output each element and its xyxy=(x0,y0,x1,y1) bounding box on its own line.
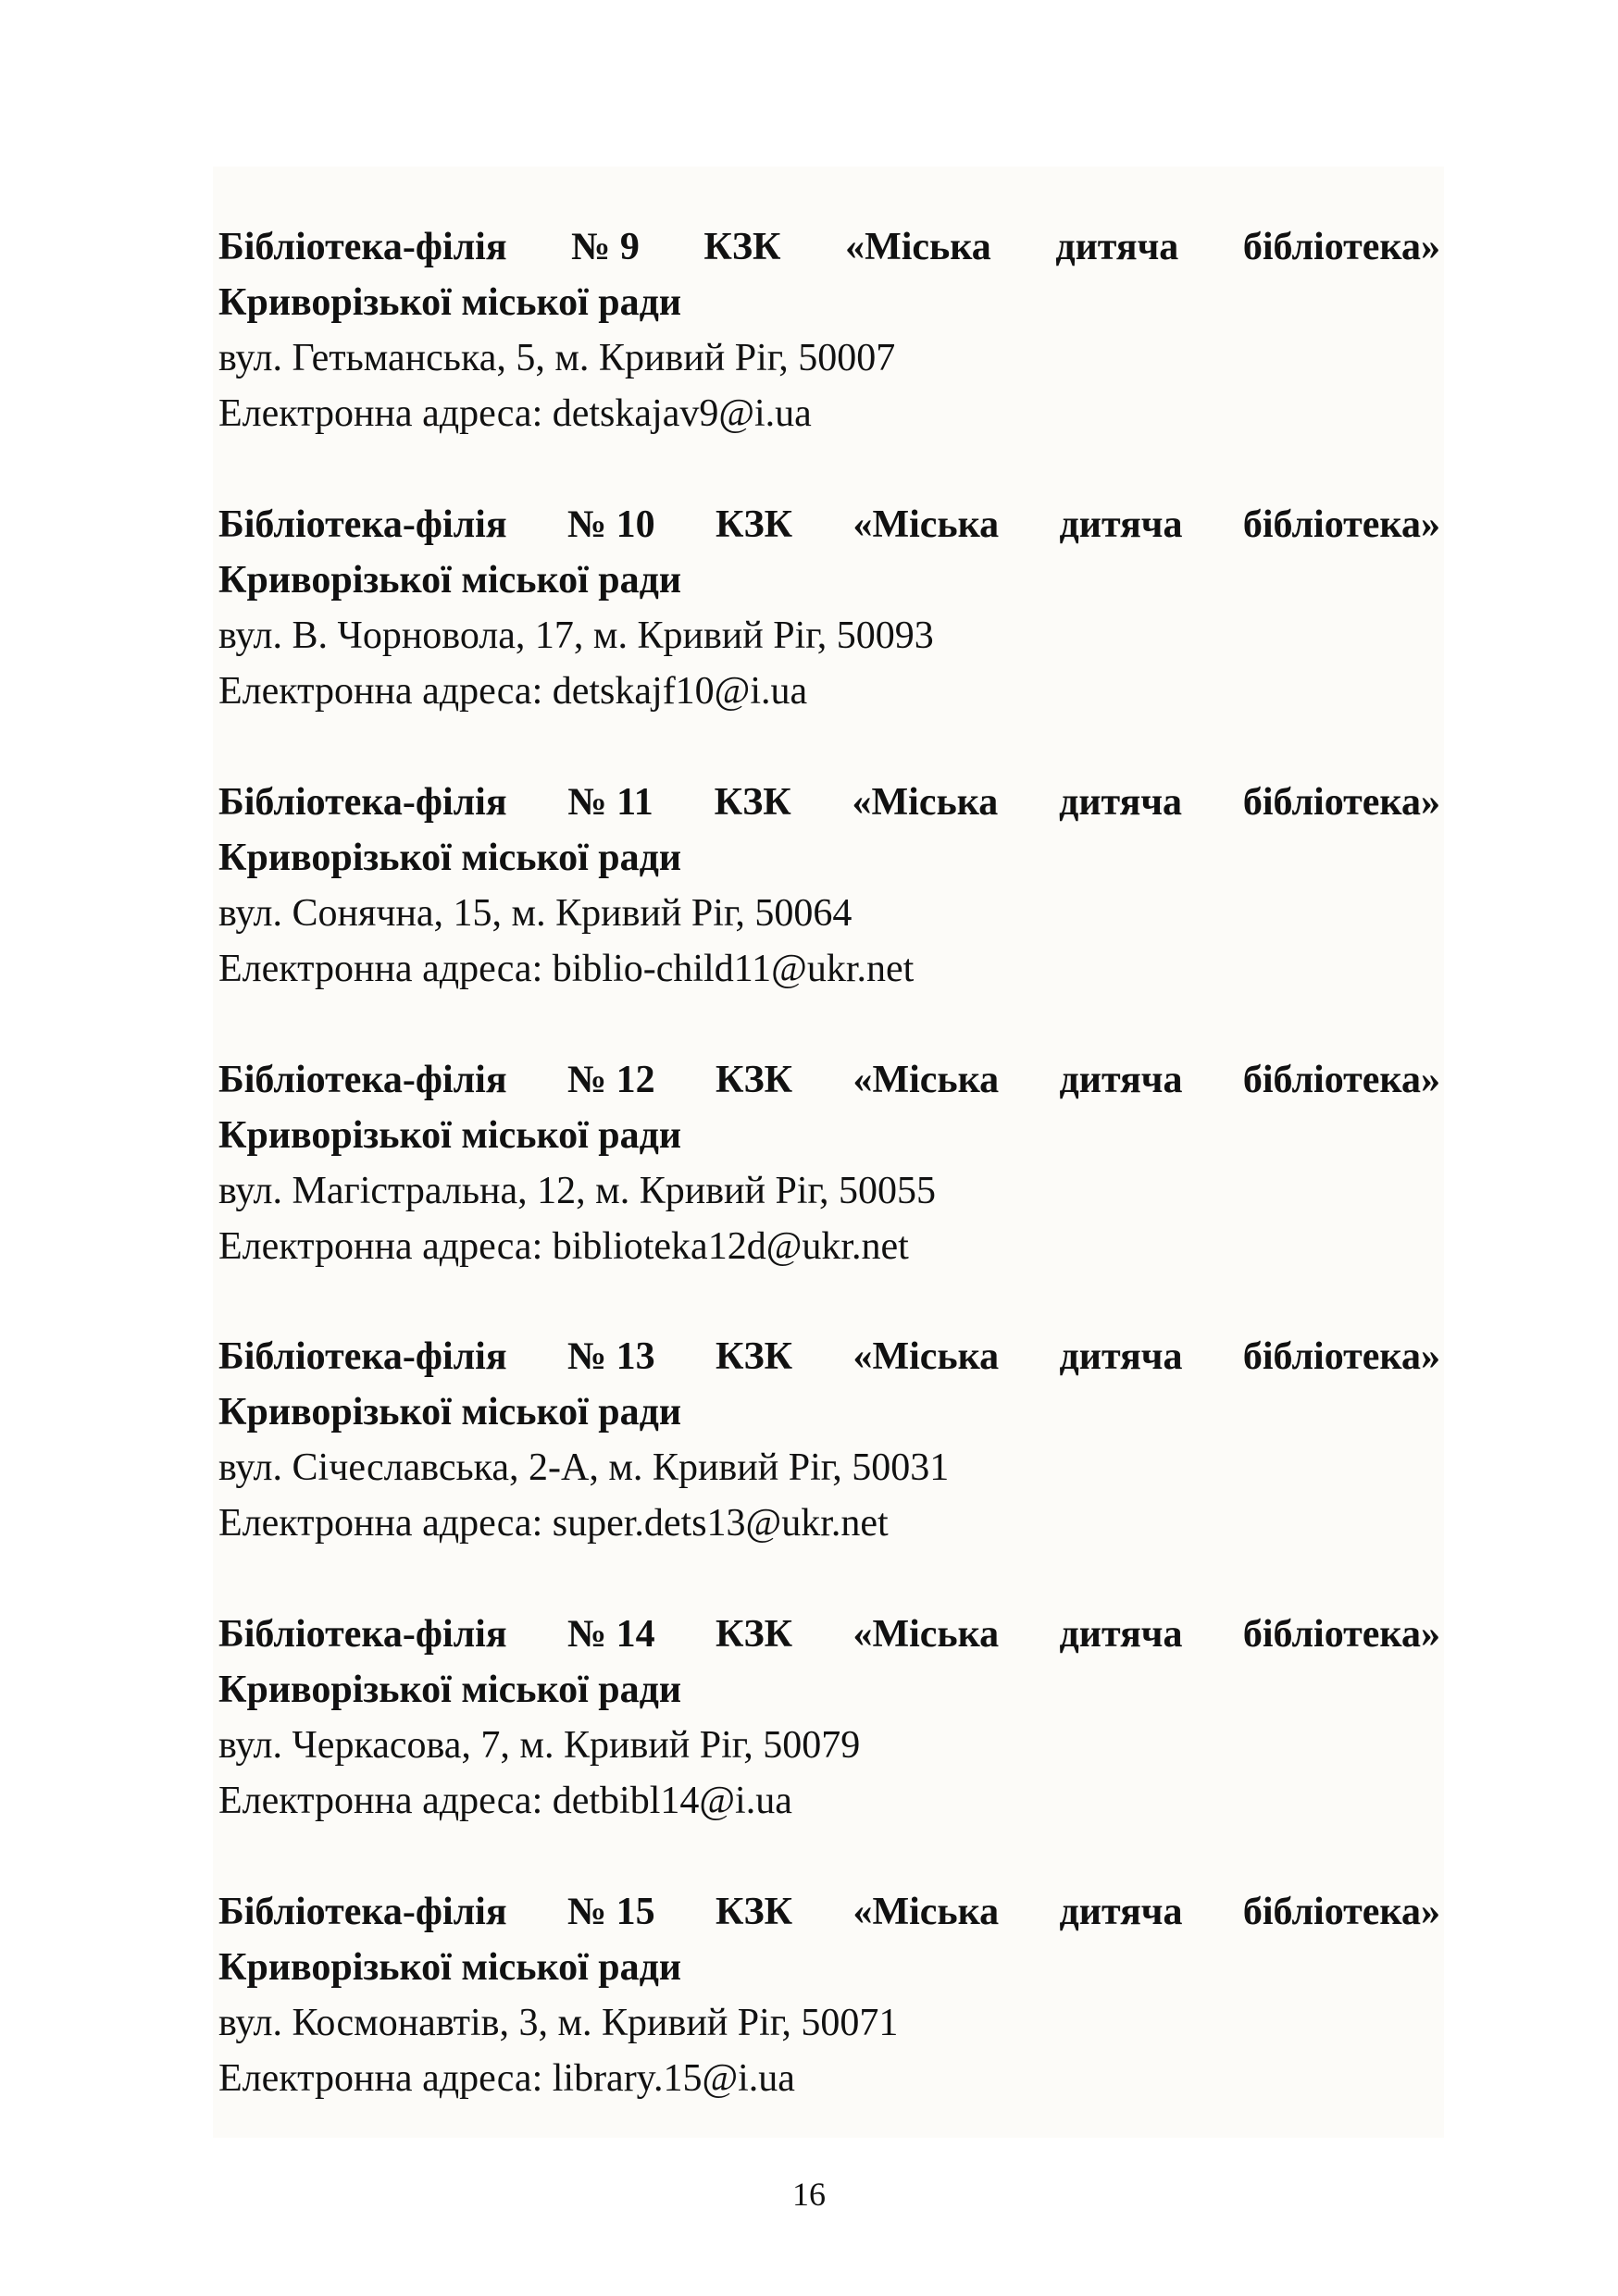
title-word: дитяча xyxy=(1059,1335,1183,1378)
title-word: Бібліотека-філія xyxy=(218,226,507,268)
entry-email: Електронна адреса: detskajf10@i.ua xyxy=(218,670,808,713)
title-word: КЗК xyxy=(716,1891,793,1933)
entry-title xyxy=(218,1607,1440,1662)
entry-title xyxy=(218,1052,1440,1108)
title-word: Бібліотека-філія xyxy=(218,503,507,546)
entry-title xyxy=(218,775,1440,830)
title-word: «Міська xyxy=(853,503,1000,546)
entry-address: вул. Магістральна, 12, м. Кривий Ріг, 50055 xyxy=(218,1170,937,1212)
entry-title-line2: Криворізької міської ради xyxy=(218,1946,682,1989)
entry-title xyxy=(218,219,1440,275)
entry-address: вул. Сонячна, 15, м. Кривий Ріг, 50064 xyxy=(218,892,853,935)
title-word: бібліотека» xyxy=(1242,226,1440,268)
title-word: КЗК xyxy=(716,1335,793,1378)
title-word: дитяча xyxy=(1059,1059,1183,1101)
title-word: № 10 xyxy=(566,503,655,546)
entry-title-line2: Криворізької міської ради xyxy=(218,281,682,324)
title-word: дитяча xyxy=(1059,781,1183,824)
title-word: бібліотека» xyxy=(1242,1891,1440,1933)
title-word: бібліотека» xyxy=(1242,781,1440,824)
title-word: Бібліотека-філія xyxy=(218,1059,507,1101)
title-word: № 9 xyxy=(571,226,640,268)
title-word: «Міська xyxy=(845,226,991,268)
title-word: КЗК xyxy=(716,1613,793,1656)
title-word: «Міська xyxy=(853,1891,1000,1933)
title-word: «Міська xyxy=(852,781,999,824)
title-word: КЗК xyxy=(716,503,793,546)
title-word: «Міська xyxy=(853,1059,1000,1101)
title-word: Бібліотека-філія xyxy=(218,1891,507,1933)
title-word: бібліотека» xyxy=(1242,1335,1440,1378)
entry-email: Електронна адреса: detskajav9@i.ua xyxy=(218,392,812,435)
title-word: № 14 xyxy=(566,1613,655,1656)
entry-title-line2: Криворізької міської ради xyxy=(218,559,682,602)
title-word: дитяча xyxy=(1059,1891,1183,1933)
title-word: Бібліотека-філія xyxy=(218,1613,507,1656)
entry-email: Електронна адреса: biblio-child11@ukr.net xyxy=(218,948,915,990)
title-word: КЗК xyxy=(714,781,791,824)
entry-address: вул. Черкасова, 7, м. Кривий Ріг, 50079 xyxy=(218,1724,861,1767)
entry-email: Електронна адреса: library.15@i.ua xyxy=(218,2057,795,2100)
library-entry xyxy=(218,1884,1440,2106)
library-entry xyxy=(218,219,1440,441)
title-word: КЗК xyxy=(703,226,781,268)
library-entry xyxy=(218,1052,1440,1274)
entry-email: Електронна адреса: detbibl14@i.ua xyxy=(218,1780,792,1822)
title-word: КЗК xyxy=(716,1059,793,1101)
entry-title xyxy=(218,1329,1440,1384)
library-entry xyxy=(218,497,1440,719)
page-number: 16 xyxy=(792,2176,826,2213)
title-word: бібліотека» xyxy=(1242,1613,1440,1656)
title-word: бібліотека» xyxy=(1242,503,1440,546)
title-word: дитяча xyxy=(1059,503,1183,546)
title-word: № 13 xyxy=(566,1335,655,1378)
entry-title-line2: Криворізької міської ради xyxy=(218,1669,682,1711)
title-word: № 12 xyxy=(566,1059,655,1101)
title-word: Бібліотека-філія xyxy=(218,1335,507,1378)
library-entry xyxy=(218,1607,1440,1829)
library-entry xyxy=(218,775,1440,997)
title-word: «Міська xyxy=(853,1613,1000,1656)
entry-title-line2: Криворізької міської ради xyxy=(218,1114,682,1157)
entry-email: Електронна адреса: super.dets13@ukr.net xyxy=(218,1502,889,1545)
title-word: № 11 xyxy=(567,781,653,824)
title-word: дитяча xyxy=(1059,1613,1183,1656)
entry-address: вул. В. Чорновола, 17, м. Кривий Ріг, 50093 xyxy=(218,614,934,657)
entry-title xyxy=(218,497,1440,552)
title-word: Бібліотека-філія xyxy=(218,781,507,824)
entry-title-line2: Криворізької міської ради xyxy=(218,837,682,879)
title-word: «Міська xyxy=(853,1335,1000,1378)
title-word: дитяча xyxy=(1055,226,1179,268)
entry-title-line2: Криворізької міської ради xyxy=(218,1391,682,1433)
library-entry xyxy=(218,1329,1440,1551)
entry-title xyxy=(218,1884,1440,1940)
entry-email: Електронна адреса: biblioteka12d@ukr.net xyxy=(218,1225,909,1268)
entry-address: вул. Космонавтів, 3, м. Кривий Ріг, 50071 xyxy=(218,2002,899,2044)
entry-address: вул. Січеславська, 2-А, м. Кривий Ріг, 50031 xyxy=(218,1446,950,1489)
title-word: № 15 xyxy=(566,1891,655,1933)
title-word: бібліотека» xyxy=(1242,1059,1440,1101)
entry-address: вул. Гетьманська, 5, м. Кривий Ріг, 50007 xyxy=(218,337,896,379)
